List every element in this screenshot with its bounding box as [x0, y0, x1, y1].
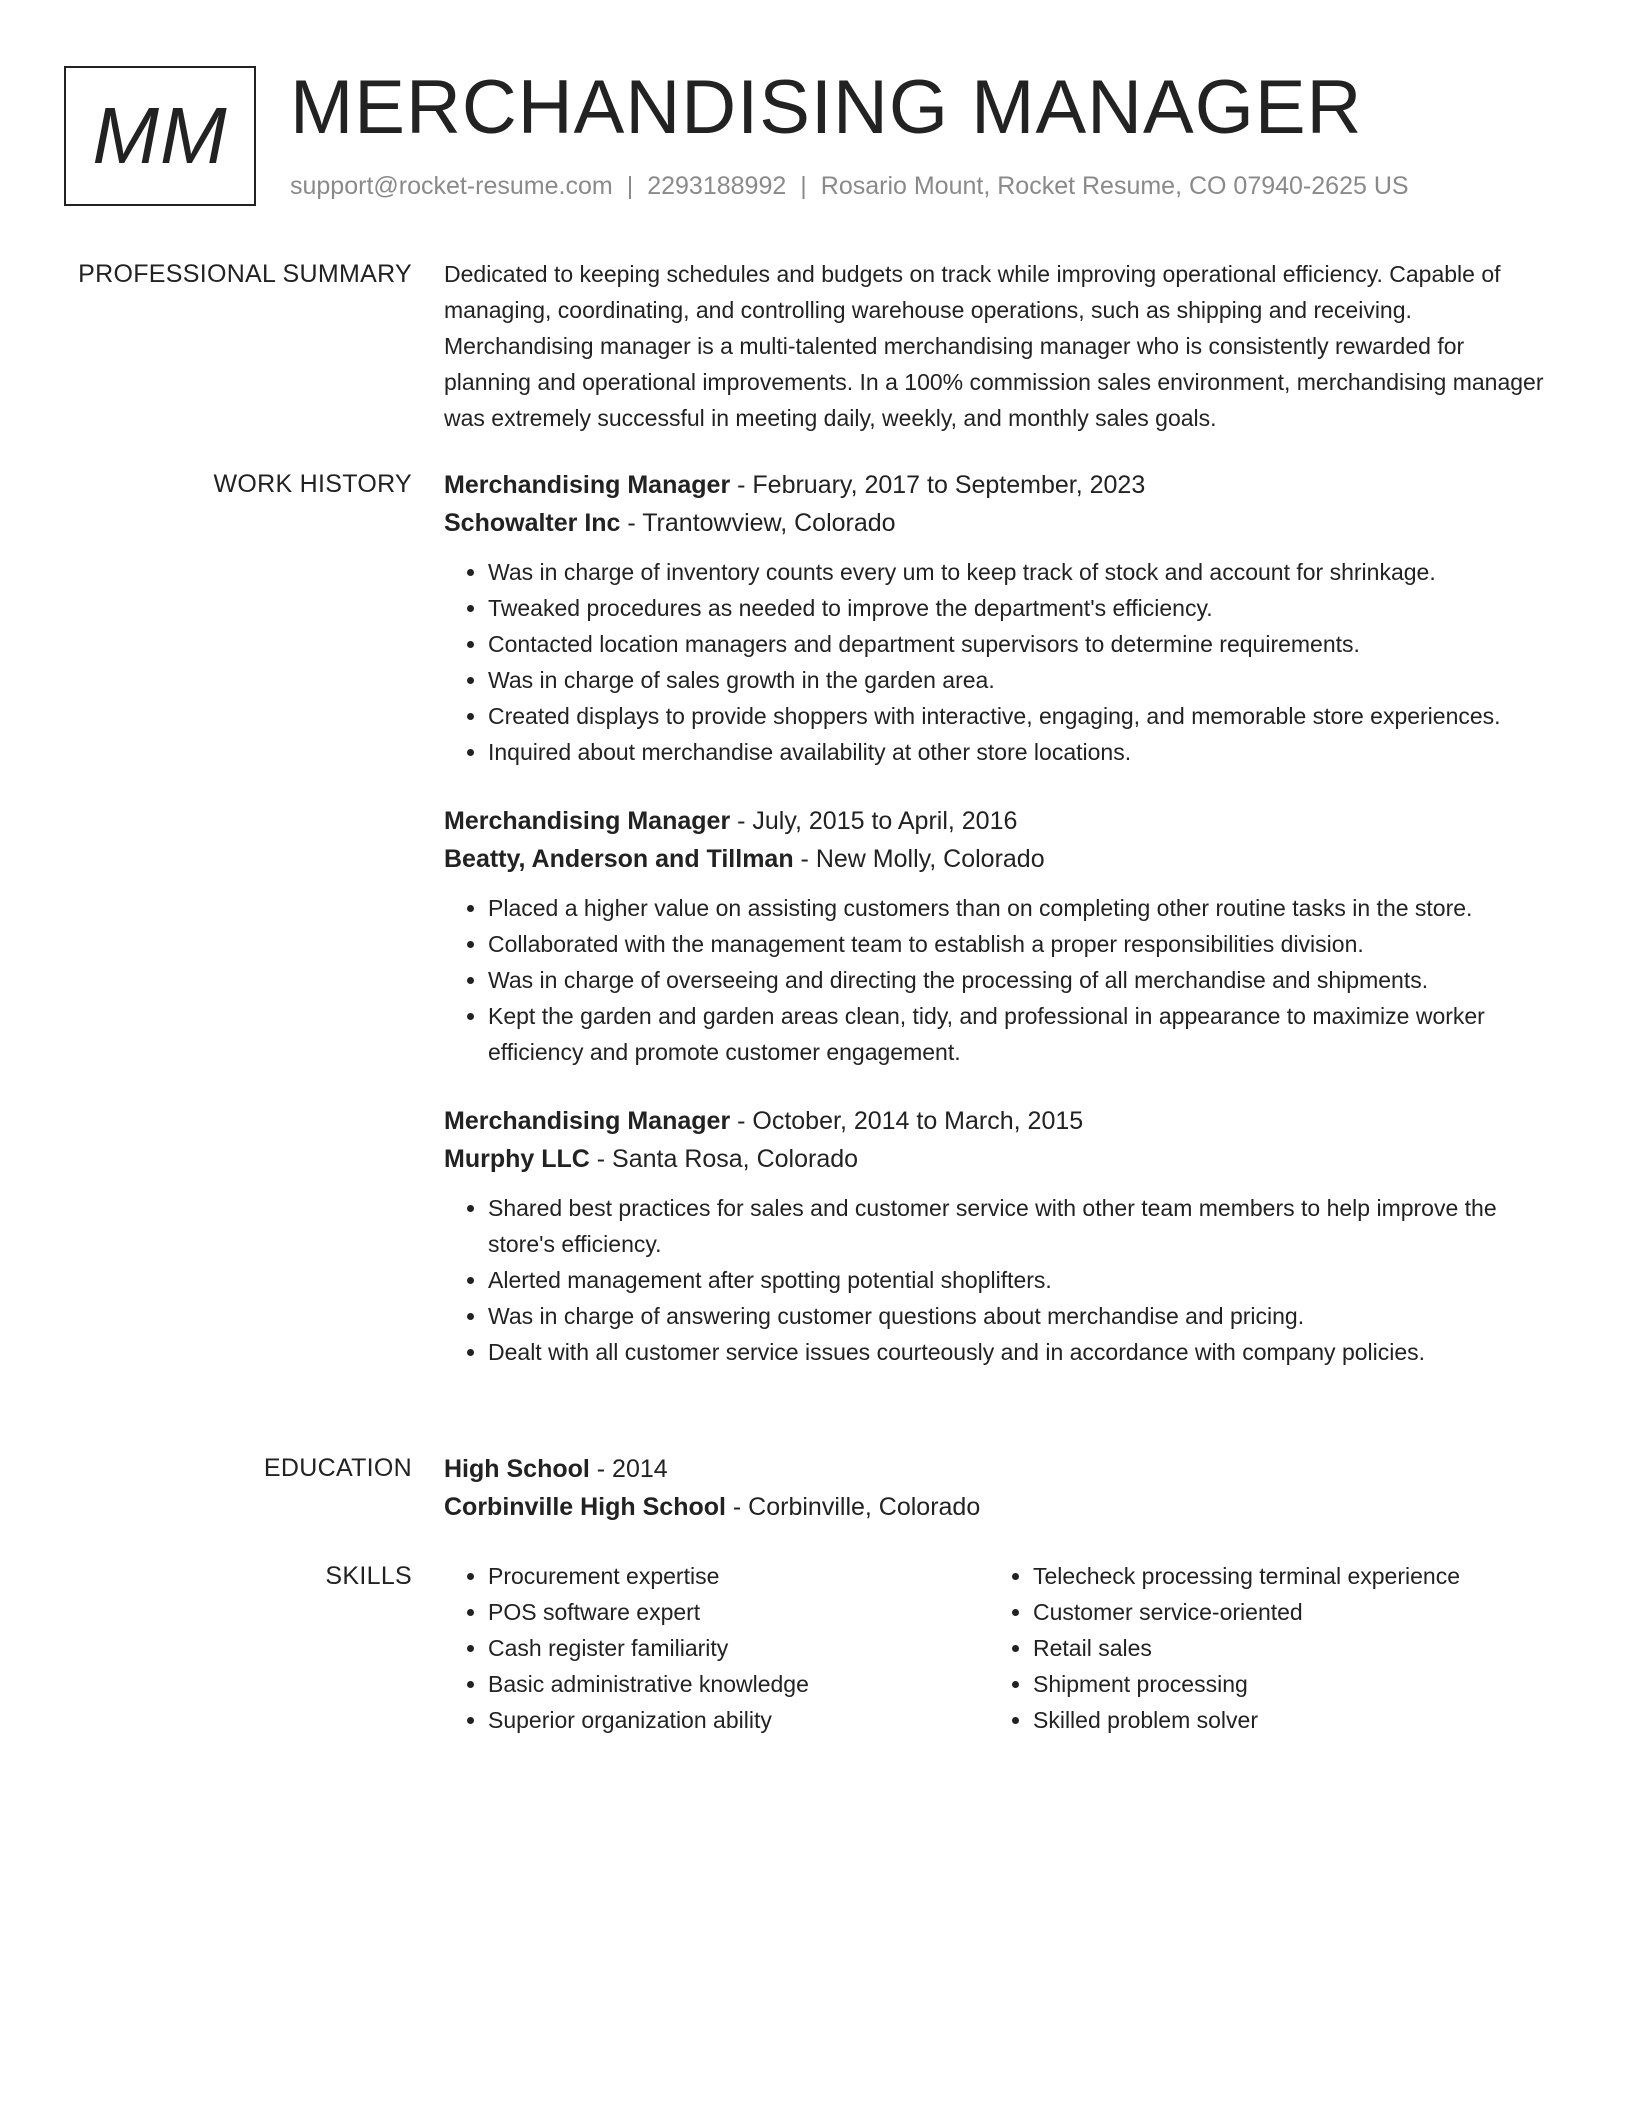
list-item: • Created displays to provide shoppers with interactive, engaging, and memorable store experiences. — [488, 698, 1554, 734]
skills-list-left — [444, 1558, 989, 1738]
skills-list-right — [989, 1558, 1534, 1738]
skills-heading: SKILLS — [325, 1562, 412, 1590]
job-dates: - July, 2015 to April, 2016 — [730, 807, 1018, 835]
work-history-heading: WORK HISTORY — [213, 470, 412, 498]
education-year: - 2014 — [589, 1455, 668, 1483]
list-item: • Inquired about merchandise availability at other store locations. — [488, 734, 1554, 770]
job-company: Murphy LLC — [444, 1145, 590, 1173]
skills-column-right — [989, 1558, 1534, 1738]
contact-address: Rosario Mount, Rocket Resume, CO 07940-2625 US — [820, 172, 1409, 200]
skills-body — [444, 1558, 1554, 1738]
job-location: - New Molly, Colorado — [793, 845, 1045, 873]
education-school-line — [444, 1488, 1554, 1526]
summary-body — [444, 256, 1554, 436]
list-item: • Customer service-oriented — [1033, 1594, 1534, 1630]
job-dates: - February, 2017 to September, 2023 — [730, 471, 1146, 499]
list-item: • Placed a higher value on assisting customers than on completing other routine tasks in the store. — [488, 890, 1554, 926]
contact-line — [290, 172, 1409, 201]
list-item: • Was in charge of answering customer questions about merchandise and pricing. — [488, 1298, 1554, 1334]
job-bullets — [444, 890, 1554, 1070]
job-title-line — [444, 466, 1554, 504]
education-heading: EDUCATION — [263, 1454, 412, 1482]
job-company: Beatty, Anderson and Tillman — [444, 845, 794, 873]
job-entry — [444, 1102, 1554, 1370]
job-company-line — [444, 504, 1554, 542]
contact-separator: | — [800, 172, 807, 200]
list-item: • Tweaked procedures as needed to improve the department's efficiency. — [488, 590, 1554, 626]
summary-heading: PROFESSIONAL SUMMARY — [78, 260, 412, 288]
list-item: • Cash register familiarity — [488, 1630, 989, 1666]
job-title: Merchandising Manager — [444, 1107, 731, 1135]
work-history-body — [444, 466, 1554, 1402]
job-title: Merchandising Manager — [444, 471, 731, 499]
job-title: Merchandising Manager — [444, 807, 731, 835]
list-item: • Alerted management after spotting potential shoplifters. — [488, 1262, 1554, 1298]
job-title-line — [444, 802, 1554, 840]
job-company: Schowalter Inc — [444, 509, 621, 537]
list-item: • Was in charge of overseeing and directing the processing of all merchandise and shipments. — [488, 962, 1554, 998]
job-company-line — [444, 840, 1554, 878]
list-item: • Collaborated with the management team to establish a proper responsibilities division. — [488, 926, 1554, 962]
list-item: • Telecheck processing terminal experience — [1033, 1558, 1534, 1594]
monogram-logo: MM — [64, 66, 256, 206]
list-item: • Kept the garden and garden areas clean, tidy, and professional in appearance to maximize worker efficiency and promote customer engagement. — [488, 998, 1554, 1070]
contact-email[interactable]: support@rocket-resume.com — [290, 172, 613, 200]
skills-column-left — [444, 1558, 989, 1738]
skills-grid — [444, 1558, 1544, 1738]
job-entry — [444, 466, 1554, 770]
contact-separator: | — [626, 172, 634, 200]
list-item: • Shared best practices for sales and customer service with other team members to help improve the store's efficiency. — [488, 1190, 1554, 1262]
summary-text: Dedicated to keeping schedules and budgets on track while improving operational efficiency. Capable of managing, coordinating, and controlling warehouse operations, such as shipping and receiving. Merchandising manager is a multi-talented merchandising manager who is consistently rewarded for planning and operational improvements. In a 100% commission sales environment, merchandising manager was extremely successful in meeting daily, weekly, and monthly sales goals. — [444, 261, 1544, 431]
list-item: • Was in charge of sales growth in the garden area. — [488, 662, 1554, 698]
resume-header — [64, 66, 1564, 211]
list-item: • Skilled problem solver — [1033, 1702, 1534, 1738]
list-item: • Basic administrative knowledge — [488, 1666, 989, 1702]
job-bullets — [444, 1190, 1554, 1370]
education-body — [444, 1450, 1554, 1526]
list-item: • Was in charge of inventory counts every um to keep track of stock and account for shrinkage. — [488, 554, 1554, 590]
list-item: • Procurement expertise — [488, 1558, 989, 1594]
list-item: • POS software expert — [488, 1594, 989, 1630]
job-title-line — [444, 1102, 1554, 1140]
job-location: - Santa Rosa, Colorado — [589, 1145, 859, 1173]
list-item: • Shipment processing — [1033, 1666, 1534, 1702]
list-item: • Dealt with all customer service issues courteously and in accordance with company policies. — [488, 1334, 1554, 1370]
list-item: • Retail sales — [1033, 1630, 1534, 1666]
education-school: Corbinville High School — [444, 1493, 726, 1521]
education-location: - Corbinville, Colorado — [725, 1493, 981, 1521]
job-dates: - October, 2014 to March, 2015 — [730, 1107, 1084, 1135]
list-item: • Contacted location managers and department supervisors to determine requirements. — [488, 626, 1554, 662]
job-company-line — [444, 1140, 1554, 1178]
education-degree-line — [444, 1450, 1554, 1488]
job-location: - Trantowview, Colorado — [620, 509, 896, 537]
page-title: MERCHANDISING MANAGER — [290, 65, 1363, 150]
job-bullets — [444, 554, 1554, 770]
education-degree: High School — [444, 1455, 590, 1483]
contact-phone[interactable]: 2293188992 — [647, 172, 787, 200]
list-item: • Superior organization ability — [488, 1702, 989, 1738]
job-entry — [444, 802, 1554, 1070]
